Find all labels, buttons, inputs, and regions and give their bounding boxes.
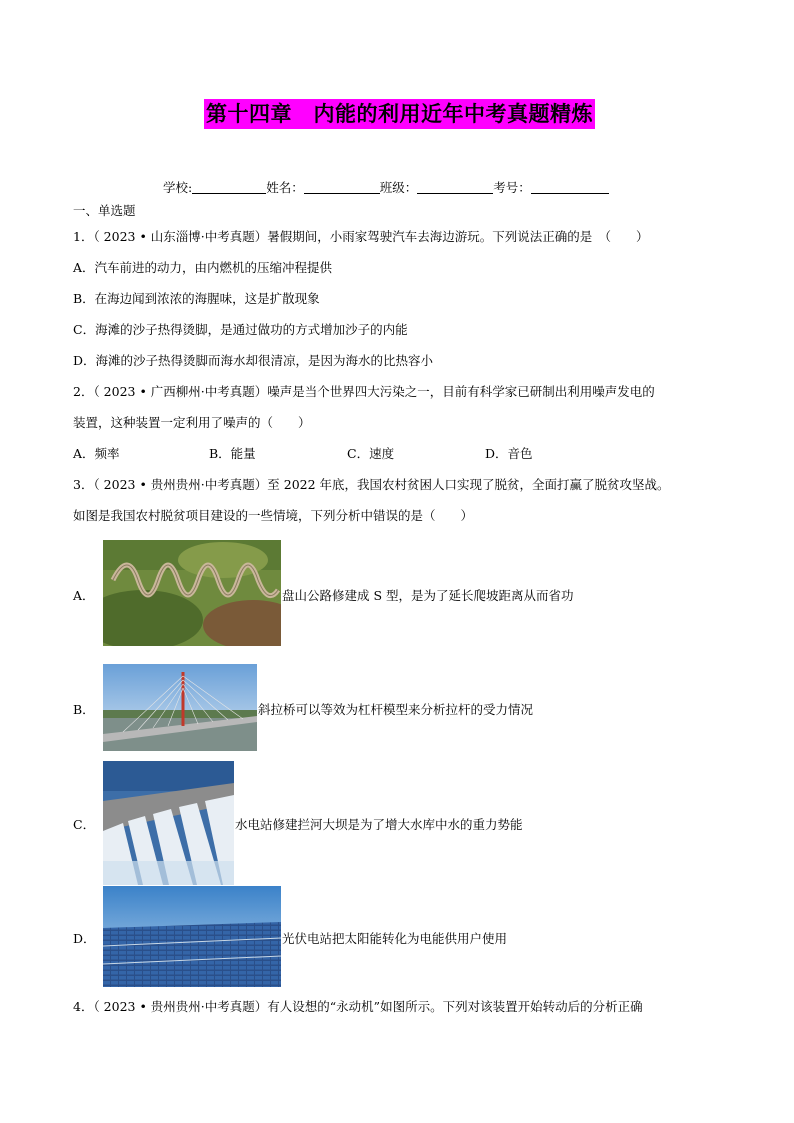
section-heading: 一、单选题 bbox=[73, 203, 136, 218]
q2-option-d: D．音色 bbox=[485, 446, 533, 461]
q4-stem-line1: 4．（ 2023 • 贵州贵州·中考真题）有人设想的“永动机”如图所示。下列对该装置开始转动后的分析正确 bbox=[73, 999, 643, 1014]
q2-stem-line1: 2．（ 2023 • 广西柳州·中考真题）噪声是当个世界四大污染之一，目前有科学家已研制出利用噪声发电的 bbox=[73, 384, 655, 399]
q3-stem-line1: 3．（ 2023 • 贵州贵州·中考真题）至 2022 年底，我国农村贫困人口实现了脱贫，全面打赢了脱贫攻坚战。 bbox=[73, 477, 670, 492]
q3-option-d-letter: D． bbox=[73, 931, 96, 946]
school-blank bbox=[192, 180, 266, 194]
q3-option-c-letter: C． bbox=[73, 817, 96, 832]
q1-option-c: C．海滩的沙子热得烫脚，是通过做功的方式增加沙子的内能 bbox=[73, 322, 408, 337]
q3-option-b-letter: B． bbox=[73, 702, 95, 717]
dam-image bbox=[103, 761, 234, 885]
q1-option-a: A．汽车前进的动力，由内燃机的压缩冲程提供 bbox=[73, 260, 333, 275]
q2-stem-line2: 装置，这种装置一定利用了噪声的（ ） bbox=[73, 415, 311, 430]
q2-option-b: B．能量 bbox=[209, 446, 256, 461]
q3-option-b-text: 斜拉桥可以等效为杠杆模型来分析拉杆的受力情况 bbox=[258, 702, 534, 717]
q1-stem: 1．（ 2023 • 山东淄博·中考真题）暑假期间，小雨家驾驶汽车去海边游玩。下列说法正确的是 （ ） bbox=[73, 229, 649, 244]
name-label: 姓名： bbox=[266, 180, 304, 195]
solar-farm-image bbox=[103, 886, 281, 987]
number-blank bbox=[531, 180, 609, 194]
class-blank bbox=[417, 180, 493, 194]
number-label: 考号： bbox=[493, 180, 531, 195]
q3-option-c-text: 水电站修建拦河大坝是为了增大水库中水的重力势能 bbox=[235, 817, 523, 832]
q1-option-d: D．海滩的沙子热得烫脚而海水却很清凉，是因为海水的比热容小 bbox=[73, 353, 434, 368]
q1-option-b: B．在海边闻到浓浓的海腥味，这是扩散现象 bbox=[73, 291, 320, 306]
student-info-row bbox=[163, 178, 609, 196]
school-label: 学校: bbox=[163, 180, 193, 195]
cable-bridge-image bbox=[103, 664, 257, 751]
q3-option-a-text: 盘山公路修建成 S 型，是为了延长爬坡距离从而省功 bbox=[282, 588, 574, 603]
name-blank bbox=[304, 180, 380, 194]
q3-option-a-letter: A． bbox=[73, 588, 95, 603]
class-label: 班级： bbox=[379, 180, 418, 195]
q3-option-d-text: 光伏电站把太阳能转化为电能供用户使用 bbox=[282, 931, 508, 946]
q3-stem-line2: 如图是我国农村脱贫项目建设的一些情境，下列分析中错误的是（ ） bbox=[73, 508, 474, 523]
winding-road-image bbox=[103, 540, 281, 646]
q2-option-a: A．频率 bbox=[73, 446, 120, 461]
page-title: 第十四章 内能的利用近年中考真题精炼 bbox=[204, 99, 595, 129]
q2-option-c: C．速度 bbox=[347, 446, 395, 461]
